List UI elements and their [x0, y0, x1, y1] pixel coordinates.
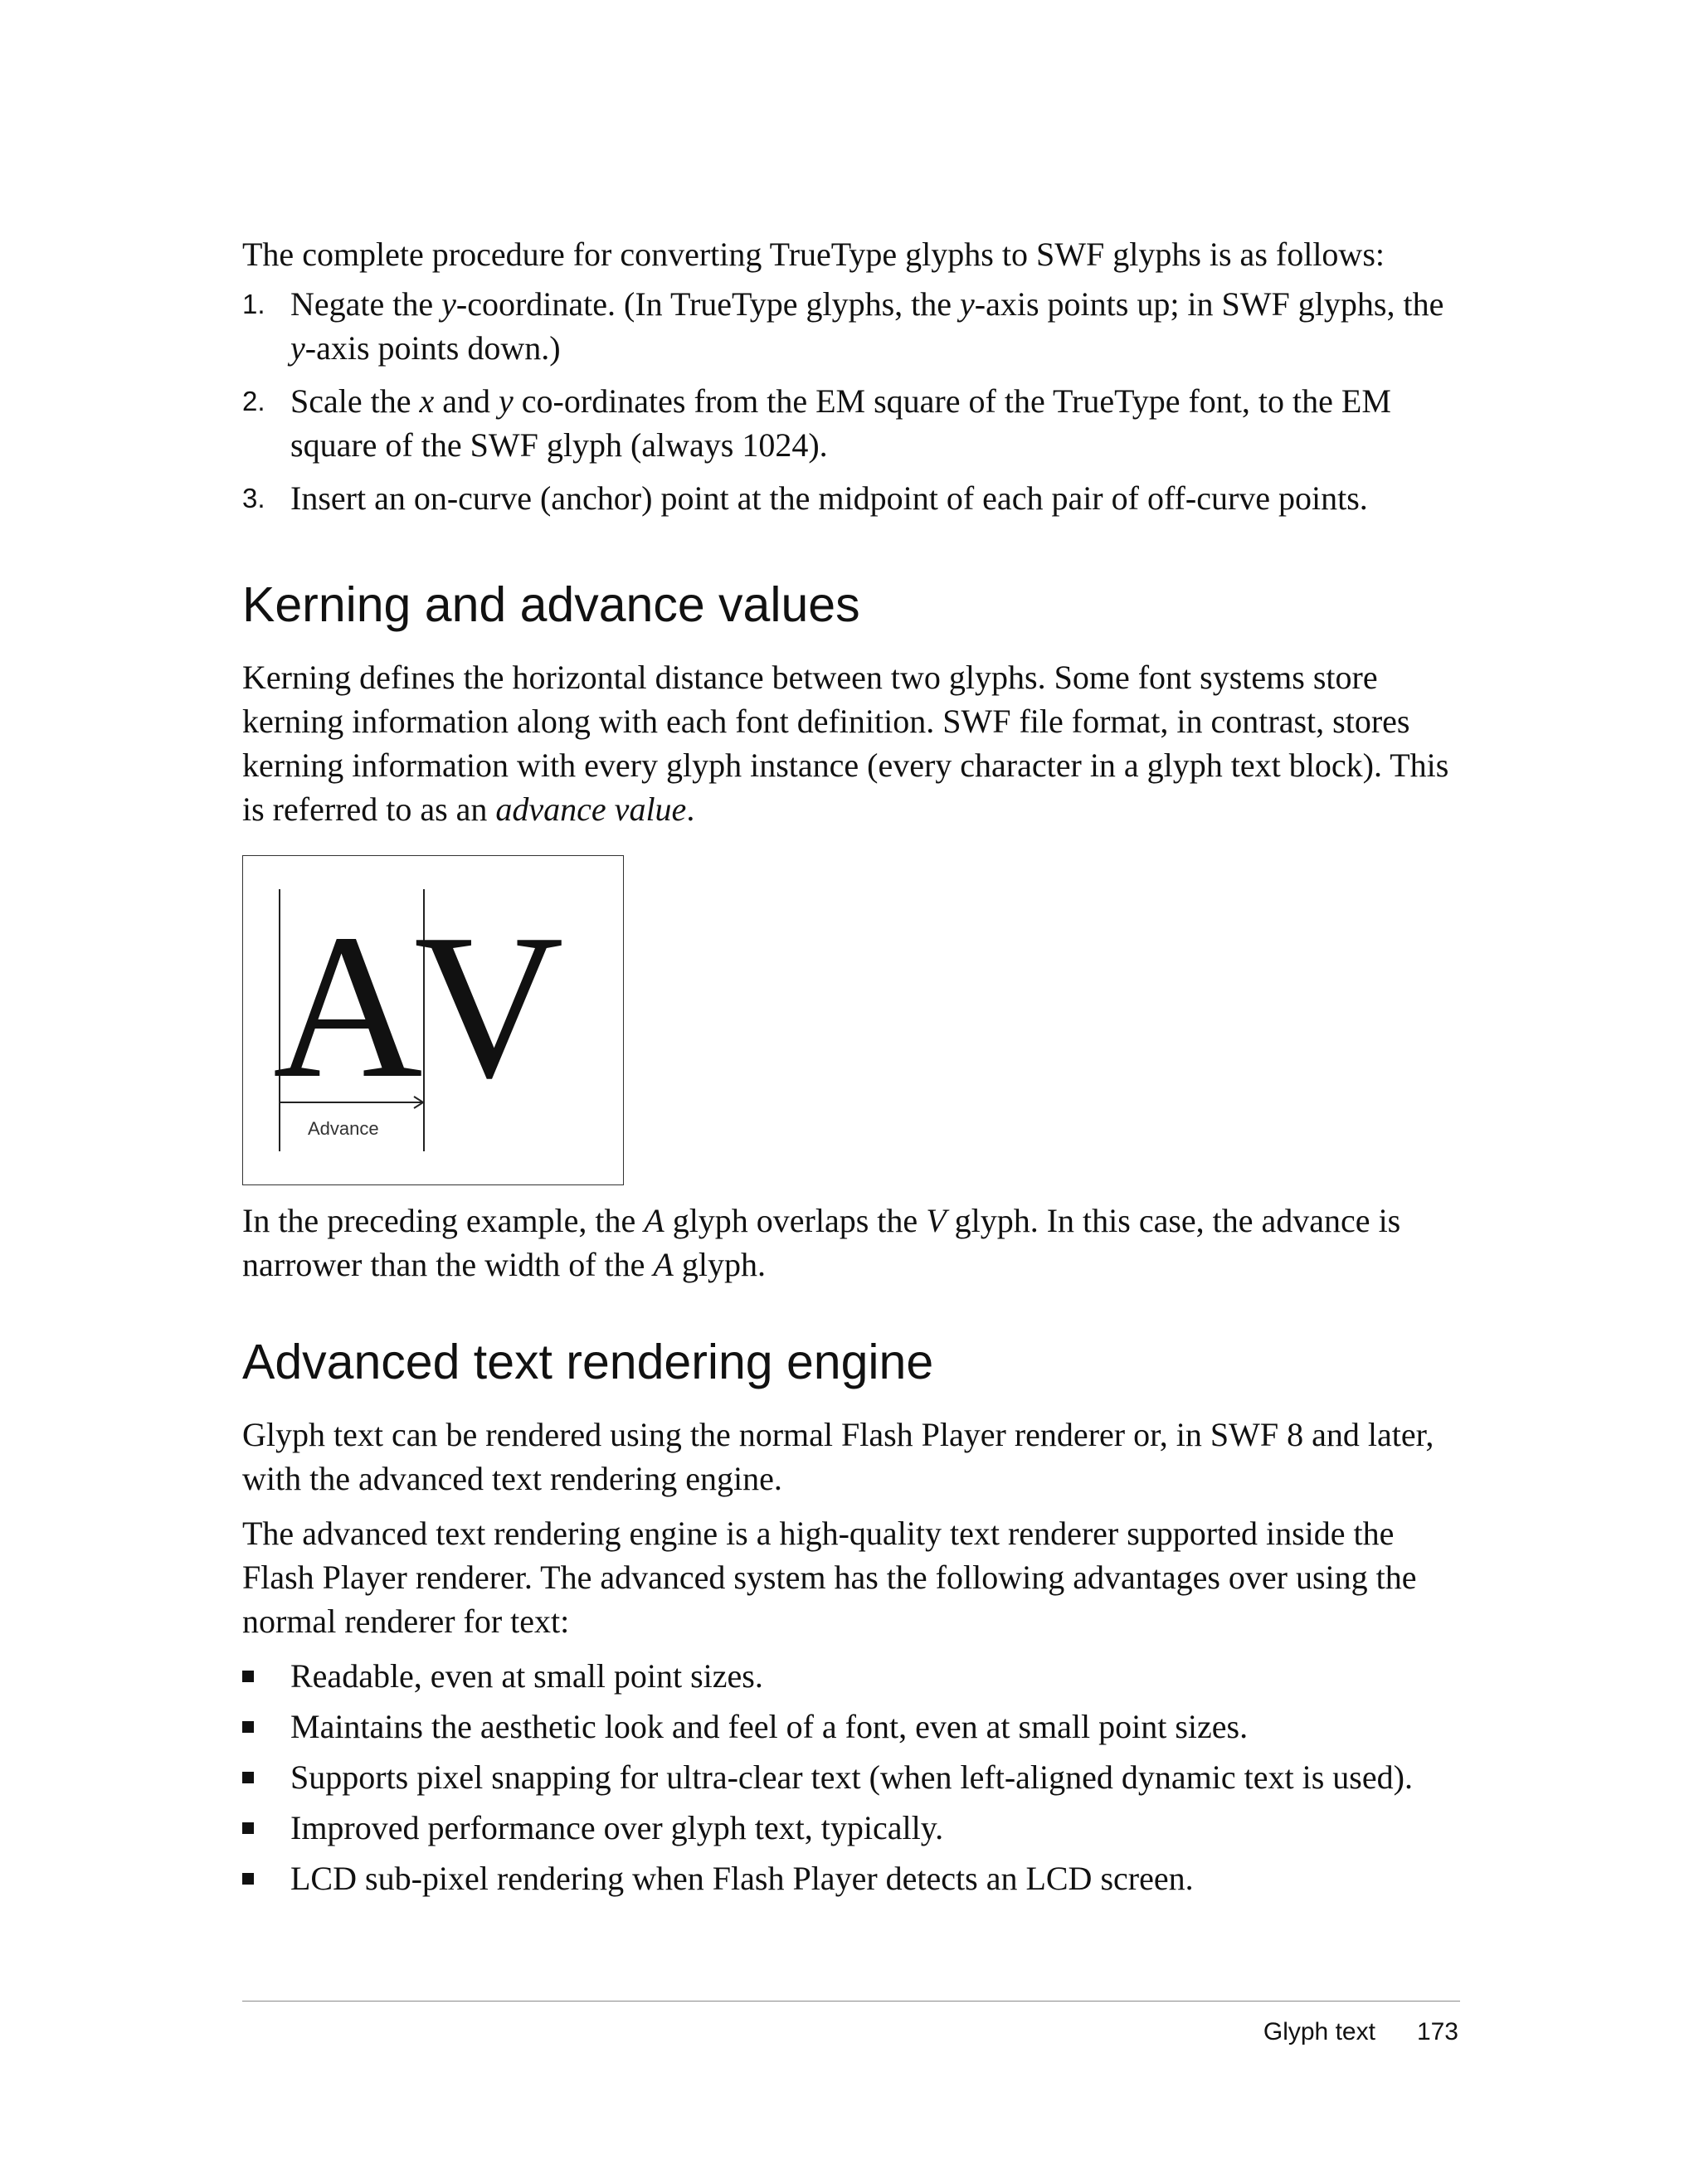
footer-divider: [242, 2001, 1460, 2002]
bullet-square-icon: [242, 1671, 254, 1682]
step-number: 3.: [242, 483, 265, 513]
step-number: 1.: [242, 289, 265, 319]
bullet-square-icon: [242, 1873, 254, 1885]
advance-label: Advance: [308, 1118, 379, 1139]
glyph-v: V: [414, 892, 564, 1121]
section-heading-kerning: Kerning and advance values: [242, 577, 860, 632]
glyph-a: A: [273, 892, 423, 1121]
bullet-square-icon: [242, 1721, 254, 1733]
step-item: [242, 379, 1460, 467]
page-footer: [242, 2016, 1458, 2049]
page-number: 173: [1416, 2018, 1458, 2045]
list-item: [242, 1654, 1460, 1698]
list-item: [242, 1755, 1460, 1799]
figure-explanation: In the preceding example, the A glyph overlaps the V glyph. In this case, the advance is narrower than the width of the A glyph.: [242, 1202, 1401, 1283]
step-item: [242, 476, 1460, 520]
footer-section-title: Glyph text: [1263, 2018, 1375, 2045]
advance-diagram: [243, 856, 622, 1184]
step-text: Negate the y-coordinate. (In TrueType glyphs, the y-axis points up; in SWF glyphs, the y-axis points down.): [290, 285, 1444, 367]
list-item-text: LCD sub-pixel rendering when Flash Player detects an LCD screen.: [290, 1860, 1194, 1897]
step-item: [242, 282, 1460, 370]
kerning-figure: [242, 855, 624, 1185]
list-item: [242, 1856, 1460, 1900]
list-item-text: Improved performance over glyph text, typically.: [290, 1809, 944, 1846]
kerning-paragraph: Kerning defines the horizontal distance between two glyphs. Some font systems store kerning information along with each font definition. SWF file format, in contrast, stores kerning information with every glyph instance (every character in a glyph text block). This is referred to as an advance value.: [242, 659, 1449, 828]
advantages-list: [242, 1654, 1460, 1907]
section-heading-advanced: Advanced text rendering engine: [242, 1335, 934, 1389]
procedure-steps: [242, 282, 1460, 529]
advanced-paragraph-1: Glyph text can be rendered using the normal Flash Player renderer or, in SWF 8 and later, with the advanced text rendering engine.: [242, 1416, 1434, 1497]
bullet-square-icon: [242, 1772, 254, 1783]
advanced-paragraph-2: The advanced text rendering engine is a high-quality text renderer supported inside the Flash Player renderer. The advanced system has the following advantages over using the normal renderer for text:: [242, 1515, 1417, 1640]
bullet-square-icon: [242, 1822, 254, 1834]
list-item-text: Maintains the aesthetic look and feel of a font, even at small point sizes.: [290, 1708, 1249, 1745]
step-number: 2.: [242, 386, 265, 416]
step-text: Insert an on-curve (anchor) point at the midpoint of each pair of off-curve points.: [290, 479, 1368, 517]
step-text: Scale the x and y co-ordinates from the EM square of the TrueType font, to the EM square of the SWF glyph (always 1024).: [290, 382, 1391, 464]
intro-paragraph: The complete procedure for converting TrueType glyphs to SWF glyphs is as follows:: [242, 236, 1385, 273]
list-item: [242, 1705, 1460, 1749]
list-item: [242, 1806, 1460, 1850]
list-item-text: Readable, even at small point sizes.: [290, 1657, 763, 1695]
list-item-text: Supports pixel snapping for ultra-clear text (when left-aligned dynamic text is used).: [290, 1758, 1413, 1796]
